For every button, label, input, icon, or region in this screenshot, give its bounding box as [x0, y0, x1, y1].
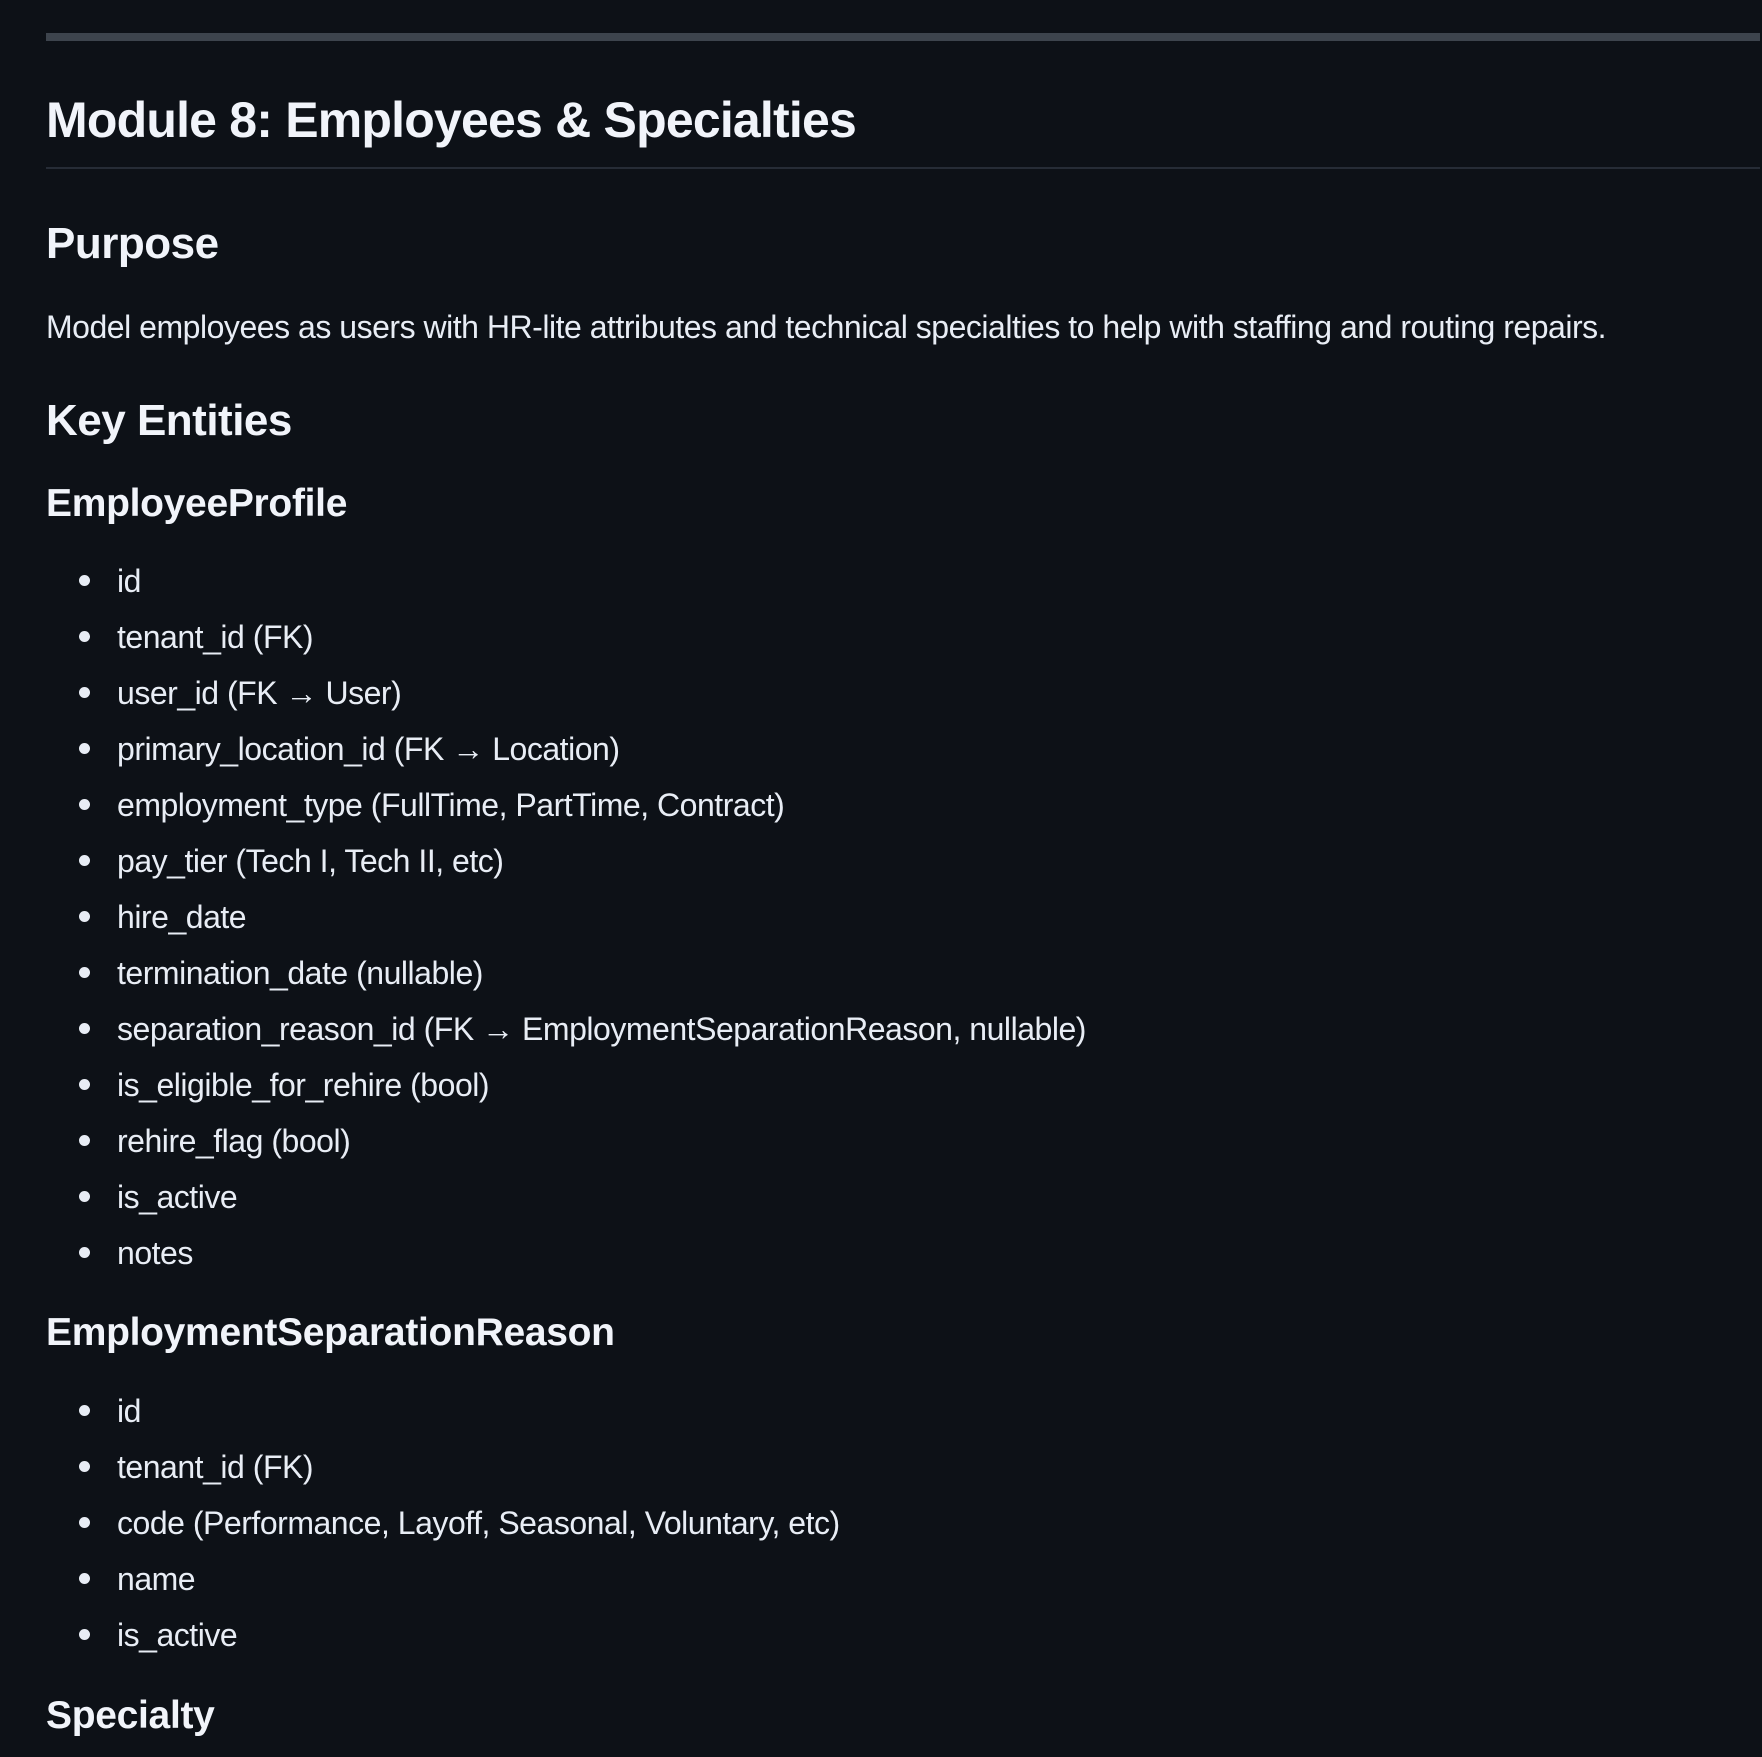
entity-field-item [46, 1555, 1760, 1603]
bullet-icon [79, 1079, 90, 1090]
entity-field-item [46, 949, 1760, 997]
entity-field-item [46, 1229, 1760, 1277]
entity-title-employment-separation-reason: EmploymentSeparationReason [46, 1311, 615, 1354]
bullet-icon [79, 799, 90, 810]
entity-field-label: is_active [117, 1617, 238, 1653]
bullet-icon [79, 631, 90, 642]
entity-field-item [46, 557, 1760, 605]
bullet-icon [79, 1135, 90, 1146]
entity-field-item [46, 1387, 1760, 1435]
entity-field-item [46, 725, 1760, 773]
entity-field-label: tenant_id (FK) [117, 1449, 314, 1485]
document-content [46, 33, 1760, 1741]
entity-field-label: is_eligible_for_rehire (bool) [117, 1067, 490, 1103]
bullet-icon [79, 1405, 90, 1416]
entity-field-item [46, 1117, 1760, 1165]
entity-field-item [46, 1061, 1760, 1109]
entity-field-label: code (Performance, Layoff, Seasonal, Voluntary, etc) [117, 1505, 840, 1541]
entity-field-label: hire_date [117, 899, 247, 935]
entity-field-item [46, 781, 1760, 829]
entity-field-label: separation_reason_id (FK → EmploymentSeparationReason, nullable) [117, 1011, 1086, 1047]
entity-field-label: id [117, 563, 141, 599]
entity-field-label: id [117, 1393, 141, 1429]
entity-field-item [46, 1443, 1760, 1491]
bullet-icon [79, 911, 90, 922]
entity-field-label: user_id (FK → User) [117, 675, 402, 711]
entity-field-label: notes [117, 1235, 193, 1271]
entity-field-label: pay_tier (Tech I, Tech II, etc) [117, 843, 504, 879]
bullet-icon [79, 855, 90, 866]
bullet-icon [79, 1517, 90, 1528]
entity-title-specialty: Specialty [46, 1694, 215, 1737]
bullet-icon [79, 1247, 90, 1258]
entity-field-item [46, 1611, 1760, 1659]
markdown-document-view [0, 33, 1762, 1757]
entity-field-item [46, 613, 1760, 661]
entity-field-label: employment_type (FullTime, PartTime, Contract) [117, 787, 785, 823]
entity-field-list [46, 557, 1760, 1277]
entity-field-item [46, 893, 1760, 941]
entity-field-item [46, 1173, 1760, 1221]
entity-field-item [46, 1005, 1760, 1053]
entity-field-label: primary_location_id (FK → Location) [117, 731, 620, 767]
entity-field-label: tenant_id (FK) [117, 619, 314, 655]
bullet-icon [79, 967, 90, 978]
entity-field-label: rehire_flag (bool) [117, 1123, 351, 1159]
entity-field-label: termination_date (nullable) [117, 955, 483, 991]
entity-field-item [46, 669, 1760, 717]
entity-field-label: name [117, 1561, 196, 1597]
bullet-icon [79, 1573, 90, 1584]
entity-field-item [46, 1499, 1760, 1547]
top-divider [46, 33, 1760, 41]
page-title: Module 8: Employees & Specialties [46, 87, 1760, 169]
entity-field-list [46, 1387, 1760, 1659]
bullet-icon [79, 743, 90, 754]
bullet-icon [79, 687, 90, 698]
entity-title-employee-profile: EmployeeProfile [46, 482, 348, 525]
entity-field-label: is_active [117, 1179, 238, 1215]
purpose-paragraph: Model employees as users with HR-lite attributes and technical specialties to help with staffing and routing repairs. [46, 309, 1607, 345]
bullet-icon [79, 1191, 90, 1202]
section-title-purpose: Purpose [46, 219, 219, 268]
bullet-icon [79, 1461, 90, 1472]
section-title-key-entities: Key Entities [46, 396, 292, 445]
bullet-icon [79, 1023, 90, 1034]
bullet-icon [79, 1629, 90, 1640]
entity-field-item [46, 837, 1760, 885]
bullet-icon [79, 575, 90, 586]
